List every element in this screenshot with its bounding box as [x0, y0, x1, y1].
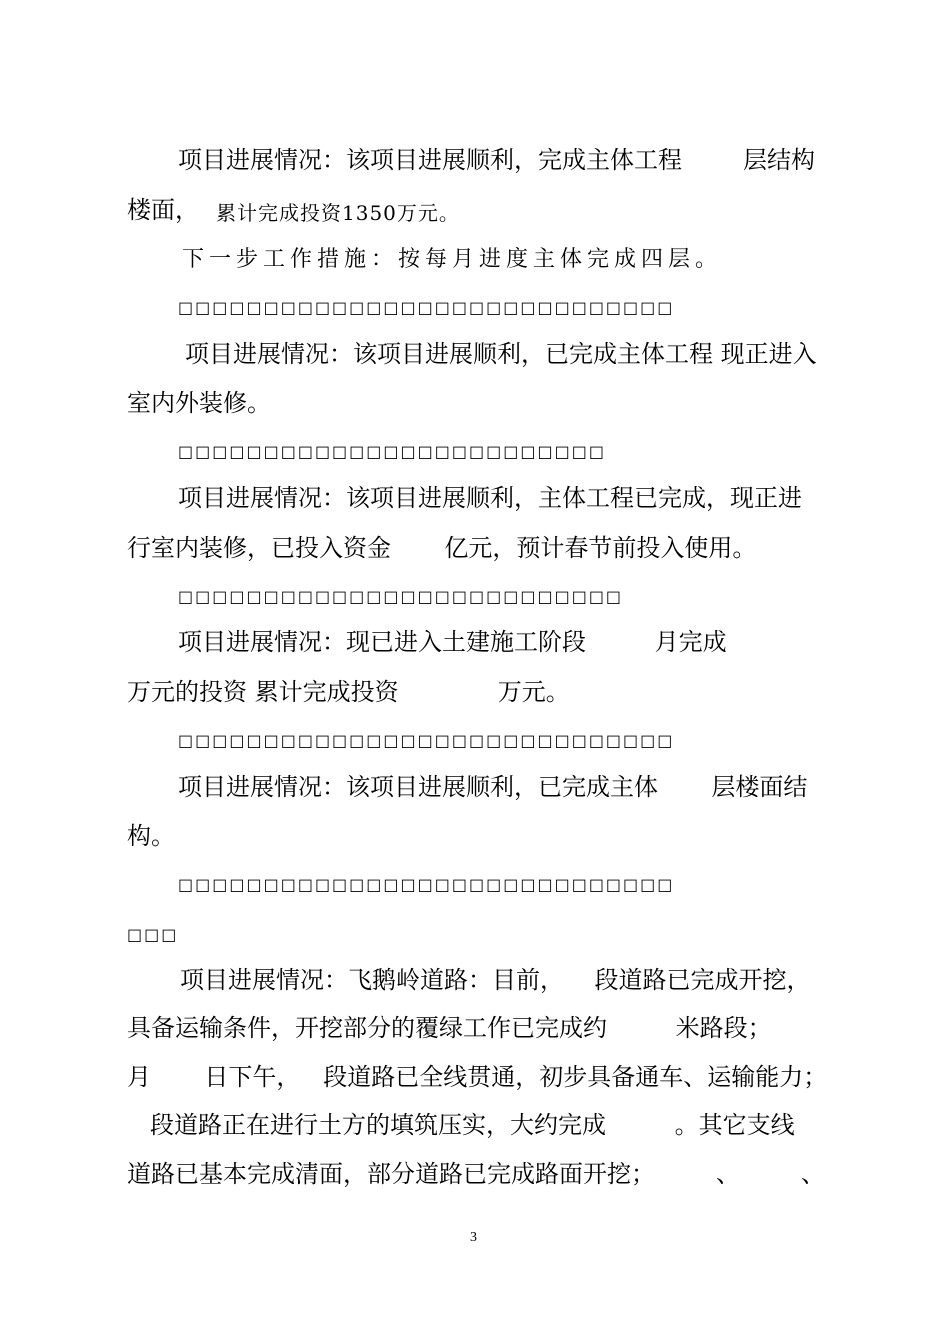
paragraph-line: 具备运输条件，开挖部分的覆绿工作已完成约 米路段； — [127, 1014, 772, 1042]
paragraph-line: 项目进展情况：该项目进展顺利，主体工程已完成，现正进 — [178, 484, 802, 512]
missing-glyph-line: □□□□□□□□□□□□□□□□□□□□□□□□□□□□□ — [178, 875, 675, 894]
paragraph-line: 项目进展情况：该项目进展顺利，完成主体工程 层结构 — [178, 146, 816, 174]
paragraph-line: 下一步工作措施：按每月进度主体完成四层。 — [182, 247, 723, 272]
paragraph-line: 室内外装修。 — [127, 389, 271, 417]
missing-glyph-line: □□□□□□□□□□□□□□□□□□□□□□□□□□□□□ — [178, 731, 675, 750]
paragraph-line: 项目进展情况：飞鹅岭道路：目前， 段道路已完成开挖， — [180, 966, 811, 994]
missing-glyph-line: □□□□□□□□□□□□□□□□□□□□□□□□□□ — [178, 587, 624, 606]
paragraph-line: 月 日下午， 段道路已全线贯通，初步具备通车、运输能力； — [127, 1063, 828, 1091]
paragraph-line: 项目进展情况：现已进入土建施工阶段 月完成 — [178, 628, 727, 656]
paragraph-line: 项目进展情况：该项目进展顺利，已完成主体工程 现正进入 — [185, 340, 817, 368]
paragraph-line: 道路已基本完成清面，部分道路已完成路面开挖； 、 、 — [127, 1160, 826, 1188]
missing-glyph-line: □□□□□□□□□□□□□□□□□□□□□□□□□ — [178, 442, 606, 461]
paragraph-line: 楼面， — [127, 196, 199, 224]
missing-glyph-line: □□□ — [127, 925, 179, 944]
paragraph-line: 行室内装修，已投入资金 亿元，预计春节前投入使用。 — [127, 534, 757, 562]
paragraph-line: 构。 — [127, 822, 175, 850]
paragraph-line: 段道路正在进行土方的填筑压实，大约完成 。其它支线 — [150, 1111, 795, 1139]
missing-glyph-line: □□□□□□□□□□□□□□□□□□□□□□□□□□□□□ — [178, 298, 675, 317]
paragraph-line: 项目进展情况：该项目进展顺利，已完成主体 层楼面结 — [178, 773, 808, 801]
page-number: 3 — [470, 1230, 477, 1245]
paragraph-line: 累计完成投资1350万元。 — [216, 201, 460, 225]
paragraph-line: 万元的投资 累计完成投资 万元。 — [127, 678, 570, 706]
